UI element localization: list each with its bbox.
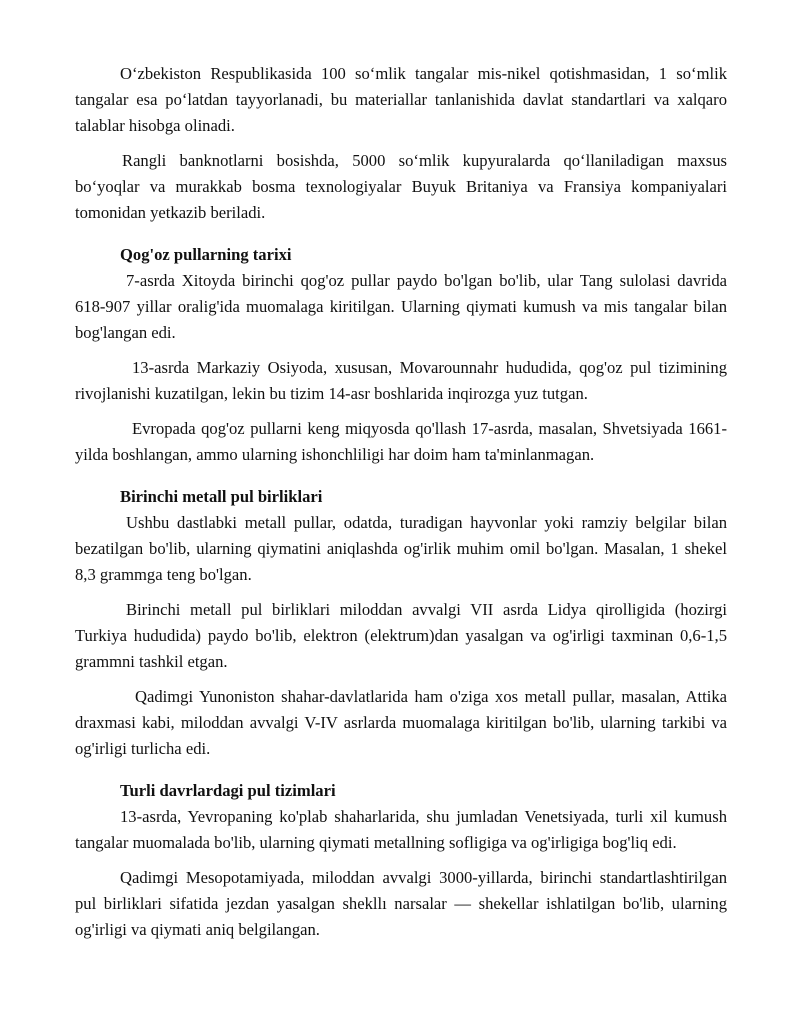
paragraph-venice-coins: 13-asrda, Yevropaning ko'plab shaharlarida, shu jumladan Venetsiyada, turli xil kumush tangalar muomalada bo'lib, ularning qiymati metallning sofligiga va og'irligiga bog'liq edi.	[75, 807, 727, 852]
paragraph-greek-coins: Qadimgi Yunoniston shahar-davlatlarida ham o'ziga xos metall pullar, masalan, Attika draxmasi kabi, miloddan avvalgi V-IV asrlarda muomalaga kiritilgan bo'lib, ularning tarkibi va og'irligi turlicha edi.	[75, 687, 727, 758]
paragraph-europe-paper-money: Evropada qog'oz pullarni keng miqyosda qo'llash 17-asrda, masalan, Shvetsiyada 1661-yilda boshlangan, ammo ularning ishonchliligi har doim ham ta'minlanmagan.	[75, 419, 727, 464]
paragraph-coins-materials: O‘zbekiston Respublikasida 100 so‘mlik tangalar mis-nikel qotishmasidan, 1 so‘mlik tangalar esa po‘latdan tayyorlanadi, bu materiallar tanlanishida davlat standartlari va xalqaro talablar hisobga olinadi.	[75, 64, 727, 135]
paragraph-mesopotamia-shekels: Qadimgi Mesopotamiyada, miloddan avvalgi 3000-yillarda, birinchi standartlashtirilgan pul birliklari sifatida jezdan yasalgan shekllı narsalar — shekellar ishlatilgan bo'lib, ularning og'irligi va qiymati aniq belgilangan.	[75, 868, 727, 939]
document-page	[75, 61, 727, 943]
paragraph-china-paper-money: 7-asrda Xitoyda birinchi qog'oz pullar paydo bo'lgan bo'lib, ular Tang sulolasi davrida 618-907 yillar oralig'ida muomalaga kiritilgan. Ularning qiymati kumush va mis tangalar bilan bog'langan edi.	[75, 271, 727, 342]
paragraph-central-asia-paper-money: 13-asrda Markaziy Osiyoda, xususan, Movarounnahr hududida, qog'oz pul tizimining rivojlanishi kuzatilgan, lekin bu tizim 14-asr boshlarida inqirozga yuz tutgan.	[75, 358, 727, 403]
heading-monetary-systems: Turli davrlardagi pul tizimlari	[120, 781, 336, 800]
heading-first-metal-money: Birinchi metall pul birliklari	[120, 487, 323, 506]
paragraph-banknote-printing: Rangli banknotlarni bosishda, 5000 so‘mlik kupyuralarda qo‘llaniladigan maxsus bo‘yoqlar va murakkab bosma texnologiyalar Buyuk Britaniya va Fransiya kompaniyalari tomonidan yetkazib beriladi.	[75, 151, 727, 222]
paragraph-lydia-coins: Birinchi metall pul birliklari miloddan avvalgi VII asrda Lidya qirolligida (hozirgi Turkiya hududida) paydo bo'lib, elektron (elektrum)dan yasalgan va og'irligi taxminan 0,6-1,5 grammni tashkil etgan.	[75, 600, 727, 671]
heading-paper-money-history: Qog'oz pullarning tarixi	[120, 245, 292, 264]
paragraph-early-metal-money: Ushbu dastlabki metall pullar, odatda, turadigan hayvonlar yoki ramziy belgilar bilan bezatilgan bo'lib, ularning qiymatini aniqlashda og'irlik muhim omil bo'lgan. Masalan, 1 shekel 8,3 grammga teng bo'lgan.	[75, 513, 727, 584]
